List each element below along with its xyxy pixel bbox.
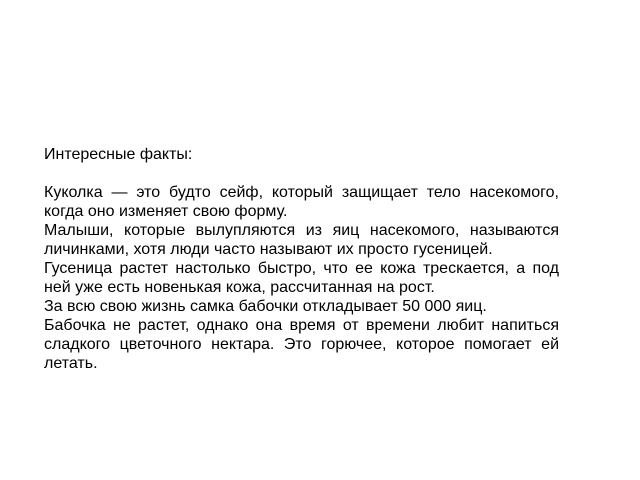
fact-paragraph: Куколка — это будто сейф, который защищает тело насекомого, когда оно изменяет свою форму. bbox=[44, 184, 559, 220]
fact-paragraph: Малыши, которые вылупляются из яиц насекомого, называются личинками, хотя люди часто называют их просто гусеницей. bbox=[44, 222, 559, 258]
text-block bbox=[44, 145, 559, 373]
fact-paragraph: Гусеница растет настолько быстро, что ее кожа трескается, а под ней уже есть новенькая кожа, рассчитанная на рост. bbox=[44, 260, 559, 296]
fact-paragraph: Бабочка не растет, однако она время от времени любит напиться сладкого цветочного нектара. Это горючее, которое помогает ей летать. bbox=[44, 317, 559, 372]
fact-paragraph: За всю свою жизнь самка бабочки откладывает 50 000 яиц. bbox=[44, 298, 487, 315]
slide-heading: Интересные факты: bbox=[44, 146, 193, 163]
